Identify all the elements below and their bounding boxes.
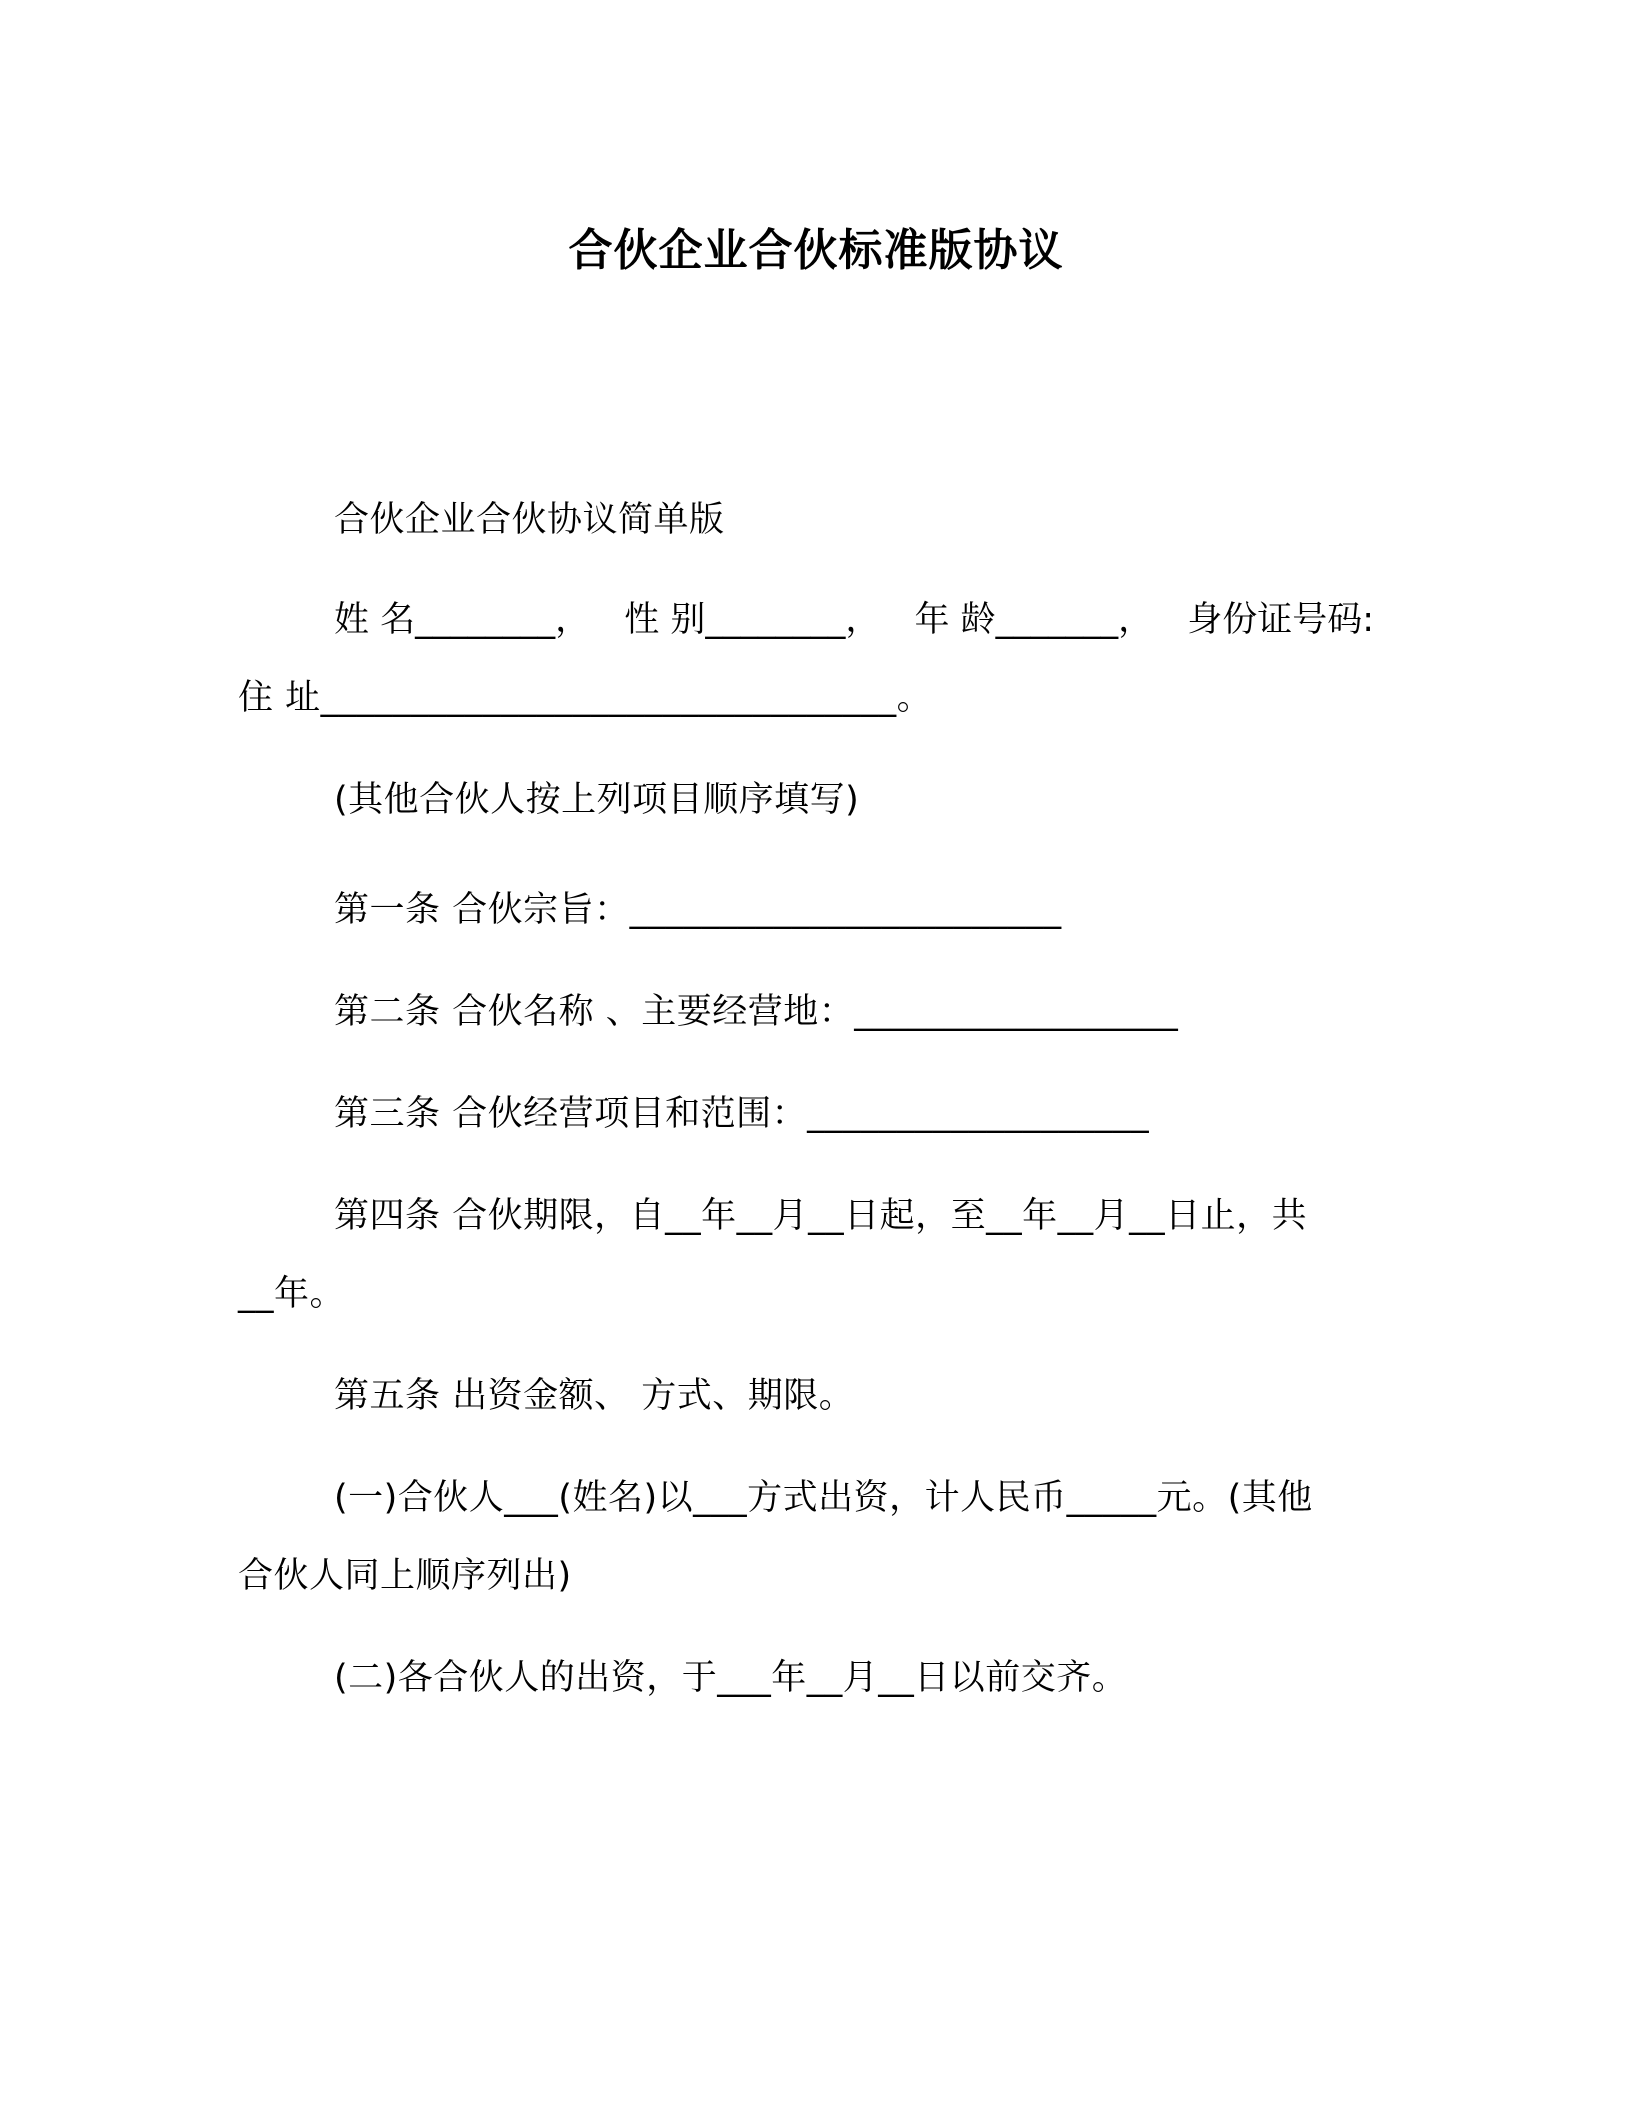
article-5: 第五条 出资金额、 方式、期限。: [334, 1376, 855, 1416]
document-subtitle: 合伙企业合伙协议简单版: [334, 500, 725, 540]
clause-1: (一)合伙人___(姓名)以___方式出资，计人民币_____元。(其他: [334, 1478, 1313, 1518]
partner-info-row: [334, 597, 1374, 643]
name-field: 姓 名________，: [334, 600, 591, 640]
partner-note: (其他合伙人按上列项目顺序填写): [334, 780, 860, 820]
gender-field: 性 别________，: [624, 600, 881, 640]
article-4: 第四条 合伙期限，自__年__月__日起，至__年__月__日止，共: [334, 1196, 1308, 1236]
article-3: 第三条 合伙经营项目和范围：___________________: [334, 1094, 1150, 1134]
clause-2: (二)各合伙人的出资，于___年__月__日以前交齐。: [334, 1658, 1128, 1698]
article-4-continued: __年。: [238, 1274, 346, 1314]
age-field: 年 龄_______，: [914, 600, 1154, 640]
article-1: 第一条 合伙宗旨：________________________: [334, 890, 1062, 930]
article-2: 第二条 合伙名称 、主要经营地：__________________: [334, 992, 1179, 1032]
address-field: 住 址________________________________。: [238, 678, 933, 718]
document-title: 合伙企业合伙标准版协议: [568, 225, 1064, 276]
clause-1-continued: 合伙人同上顺序列出): [238, 1556, 572, 1596]
id-number-field: 身份证号码:: [1187, 600, 1374, 640]
